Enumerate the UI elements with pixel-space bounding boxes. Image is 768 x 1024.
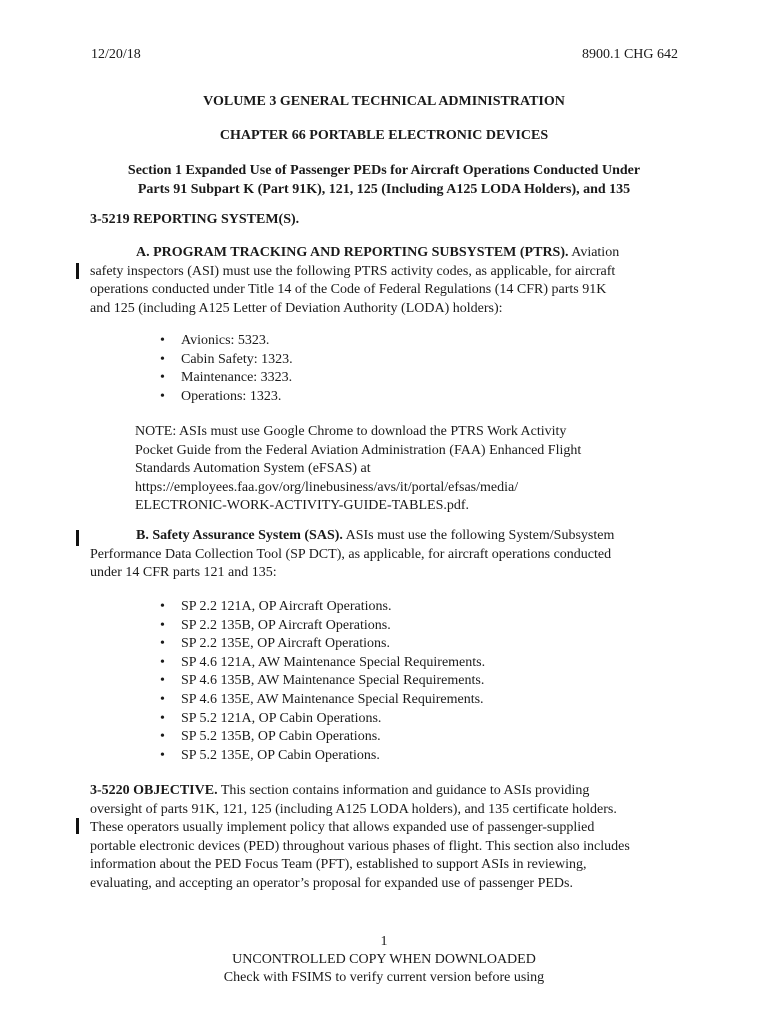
note-line: Pocket Guide from the Federal Aviation Administration (FAA) Enhanced Flight — [135, 442, 582, 458]
ptrs-code-list — [158, 332, 293, 406]
subparagraph-b-text-3: under 14 CFR parts 121 and 135: — [90, 565, 277, 580]
subparagraph-a-text-2: safety inspectors (ASI) must use the following PTRS activity codes, as applicable, for aircraft — [90, 263, 616, 279]
subparagraph-a-heading: A. PROGRAM TRACKING AND REPORTING SUBSYSTEM (PTRS). — [136, 245, 569, 260]
list-item: • SP 2.2 121A, OP Aircraft Operations. — [158, 598, 485, 617]
subparagraph-a-text-1: Aviation — [568, 245, 620, 260]
section-title-line-2: Parts 91 Subpart K (Part 91K), 121, 125 (Including A125 LODA Holders), and 135 — [137, 182, 631, 197]
list-item: • Cabin Safety: 1323. — [158, 351, 293, 370]
list-item: • SP 4.6 135B, AW Maintenance Special Requirements. — [158, 672, 485, 691]
header-date: 12/20/18 — [91, 47, 141, 62]
section-title — [90, 161, 678, 199]
subparagraph-a-text-3: operations conducted under Title 14 of the Code of Federal Regulations (14 CFR) parts 91K — [90, 282, 607, 297]
list-item: • SP 4.6 121A, AW Maintenance Special Requirements. — [158, 654, 485, 673]
paragraph-3-5220-text: evaluating, and accepting an operator’s proposal for expanded use of passenger PEDs. — [90, 875, 573, 891]
change-bar — [76, 818, 79, 834]
paragraph-heading-3-5220: 3-5220 OBJECTIVE. — [90, 783, 218, 798]
list-item: • SP 4.6 135E, AW Maintenance Special Requirements. — [158, 691, 485, 710]
note-line: NOTE: ASIs must use Google Chrome to download the PTRS Work Activity — [135, 424, 567, 439]
paragraph-3-5220-text: portable electronic devices (PED) throughout various phases of flight. This section also includes — [90, 838, 630, 854]
paragraph-heading-3-5219: 3-5219 REPORTING SYSTEM(S). — [90, 212, 300, 227]
subparagraph-b-heading: B. Safety Assurance System (SAS). — [136, 528, 343, 543]
footer-instruction: Check with FSIMS to verify current version before using — [223, 970, 545, 985]
list-item: • SP 5.2 121A, OP Cabin Operations. — [158, 710, 485, 729]
subparagraph-b — [90, 527, 680, 583]
paragraph-3-5220-text: information about the PED Focus Team (PFT), established to support ASIs in reviewing, — [90, 857, 587, 872]
note-link[interactable]: https://employees.faa.gov/org/linebusiness/avs/it/portal/efsas/media/ — [135, 479, 519, 495]
list-item: • SP 2.2 135E, OP Aircraft Operations. — [158, 635, 485, 654]
page-number: 1 — [380, 934, 388, 949]
paragraph-3-5220-text: oversight of parts 91K, 121, 125 (including A125 LODA holders), and 135 certificate holders. — [90, 801, 617, 817]
header-doc-id: 8900.1 CHG 642 — [581, 47, 678, 62]
subparagraph-b-text-1: ASIs must use the following System/Subsystem — [342, 528, 615, 543]
list-item: • SP 5.2 135B, OP Cabin Operations. — [158, 728, 485, 747]
change-bar — [76, 263, 79, 279]
volume-title: VOLUME 3 GENERAL TECHNICAL ADMINISTRATION — [203, 94, 565, 109]
section-title-line-1: Section 1 Expanded Use of Passenger PEDs for Aircraft Operations Conducted Under — [127, 163, 641, 178]
paragraph-3-5220-text-1: This section contains information and guidance to ASIs providing — [217, 783, 590, 798]
subparagraph-a-text-4: and 125 (including A125 Letter of Deviation Authority (LODA) holders): — [90, 300, 503, 316]
list-item: • Operations: 1323. — [158, 388, 293, 407]
paragraph-3-5220 — [90, 782, 680, 893]
note-line: ELECTRONIC-WORK-ACTIVITY-GUIDE-TABLES.pdf. — [135, 498, 470, 513]
subparagraph-a — [90, 244, 680, 318]
list-item: • SP 2.2 135B, OP Aircraft Operations. — [158, 617, 485, 636]
sas-tool-list — [158, 598, 485, 765]
chapter-title: CHAPTER 66 PORTABLE ELECTRONIC DEVICES — [219, 128, 549, 143]
footer-disclaimer: UNCONTROLLED COPY WHEN DOWNLOADED — [232, 952, 536, 967]
change-bar — [76, 530, 79, 546]
list-item: • SP 5.2 135E, OP Cabin Operations. — [158, 747, 485, 766]
note-block — [135, 423, 645, 516]
paragraph-3-5220-text: These operators usually implement policy that allows expanded use of passenger-supplied — [90, 820, 595, 835]
list-item: • Avionics: 5323. — [158, 332, 293, 351]
list-item: • Maintenance: 3323. — [158, 369, 293, 388]
note-line: Standards Automation System (eFSAS) at — [135, 461, 371, 476]
subparagraph-b-text-2: Performance Data Collection Tool (SP DCT), as applicable, for aircraft operations conducted — [90, 546, 612, 562]
